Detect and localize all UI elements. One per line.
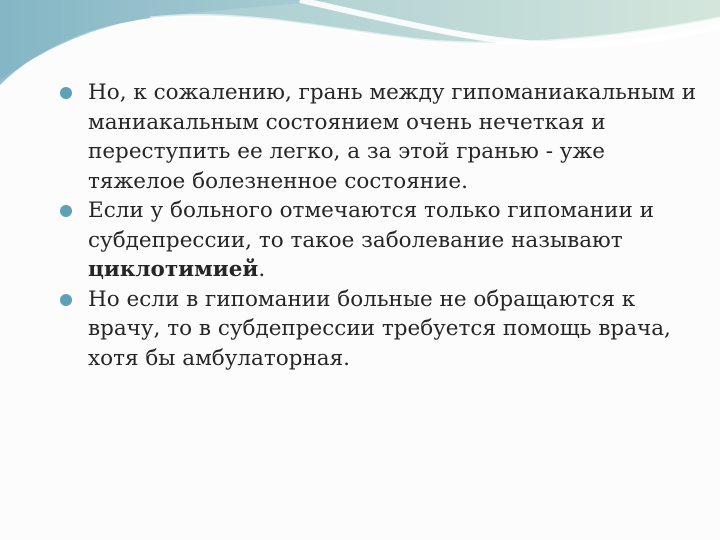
bullet-item	[60, 196, 700, 285]
emphasized-term: циклотимией	[88, 257, 259, 282]
bullet-text: Если у больного отмечаются только гипомании и субдепрессии, то такое заболевание называют	[88, 198, 654, 253]
bullet-item	[60, 78, 700, 196]
bullet-text-end: .	[258, 257, 266, 282]
bullet-text: Но, к сожалению, грань между гипоманиакальным и маниакальным состоянием очень нечеткая и переступить ее легко, а за этой гранью - уже тяжелое болезненное состояние.	[88, 80, 697, 194]
bullet-text: Но если в гипомании больные не обращаются к врачу, то в субдепрессии требуется помощь врача, хотя бы амбулаторная.	[88, 286, 671, 371]
bullet-item	[60, 285, 700, 374]
bullet-dot-icon	[60, 294, 72, 306]
bullet-dot-icon	[60, 87, 72, 99]
bullet-dot-icon	[60, 205, 72, 217]
slide-body	[60, 78, 700, 373]
